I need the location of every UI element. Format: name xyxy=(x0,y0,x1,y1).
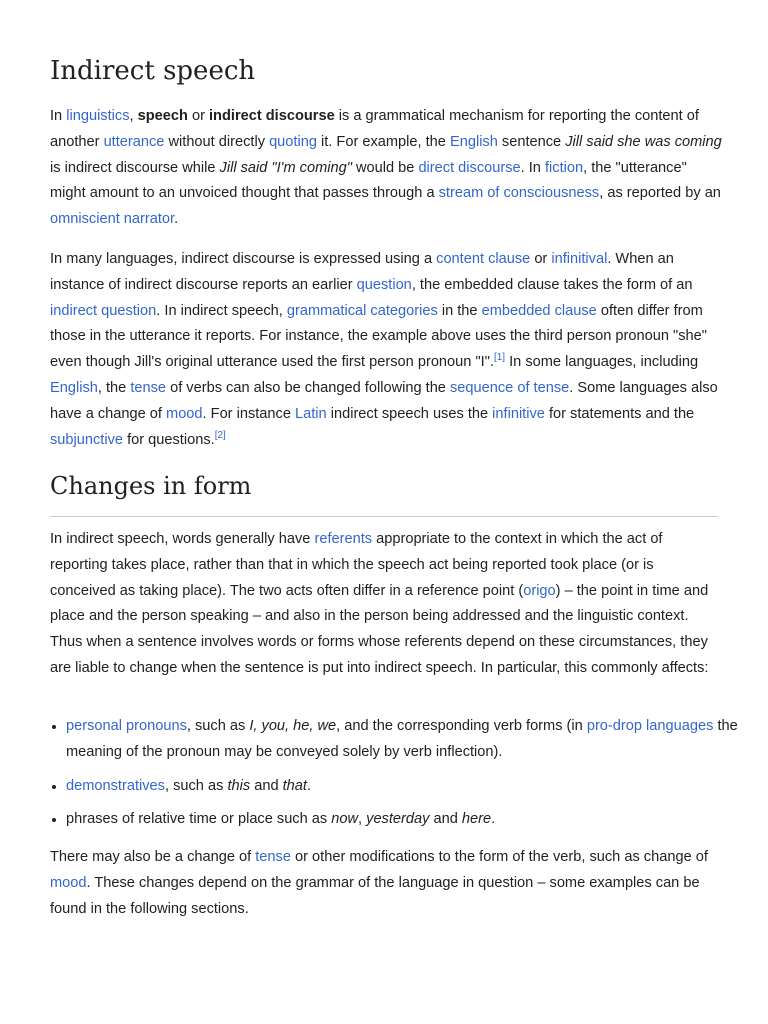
link-infinitive[interactable]: infinitive xyxy=(492,405,545,422)
link-sequence-of-tense[interactable]: sequence of tense xyxy=(449,379,570,396)
reference-2[interactable]: [2] xyxy=(214,429,226,441)
affected-forms-list xyxy=(50,714,738,841)
intro-paragraph: In linguistics, speech or indirect discourse is a grammatical mechanism for reporting the content of another utterance without directly quoting it. For example, the English sentence Jill said she was coming is indirect discourse while Jill said "I'm coming" would be direct discourse. In fiction, the "utterance" might amount to an unvoiced thought that passes through a stream of consciousness, as reported by an omniscient narrator. xyxy=(50,108,722,228)
link-referents[interactable]: referents xyxy=(314,531,373,547)
term-speech: speech xyxy=(137,108,188,124)
link-direct-discourse[interactable]: direct discourse xyxy=(418,159,521,176)
term-indirect-discourse: indirect discourse xyxy=(209,108,335,124)
verb-changes-paragraph: There may also be a change of tense or other modifications to the form of the verb, such as change of mood. These changes depend on the grammar of the language in question – some examples can be found in the following sections. xyxy=(50,849,708,917)
list-item-relative-time: • phrases of relative time or place such as now, yesterday and here. xyxy=(66,807,738,833)
page-title: Indirect speech xyxy=(50,56,256,86)
example-indirect: Jill said she was coming xyxy=(565,133,722,150)
link-fiction[interactable]: fiction xyxy=(544,159,584,176)
link-stream-of-consciousness[interactable]: stream of consciousness xyxy=(438,185,600,202)
link-linguistics[interactable]: linguistics xyxy=(66,108,130,124)
link-question[interactable]: question xyxy=(356,276,412,293)
link-quoting[interactable]: quoting xyxy=(269,133,317,150)
link-infinitival[interactable]: infinitival xyxy=(551,251,608,267)
list-item-demonstratives: • demonstratives, such as this and that. xyxy=(66,774,738,800)
link-omniscient-narrator[interactable]: omniscient narrator xyxy=(50,211,175,228)
example-direct: Jill said "I'm coming" xyxy=(219,159,352,176)
link-indirect-question[interactable]: indirect question xyxy=(50,302,157,319)
section-heading-changes-in-form: Changes in form xyxy=(50,472,252,500)
link-grammatical-categories[interactable]: grammatical categories xyxy=(286,302,438,319)
changes-paragraph: In indirect speech, words generally have referents appropriate to the context in which the act of reporting takes place, rather than that in which the speech act being reported took place (or is conceived as taking place). The two acts often differ in a reference point (origo) – the point in time and place and the person speaking – and also in the person being addressed and the linguistic context. Thus when a sentence involves words or forms whose referents depend on these circumstances, they are liable to change when the sentence is put into indirect speech. In particular, this commonly affects: xyxy=(50,531,709,676)
link-origo[interactable]: origo xyxy=(523,582,556,599)
link-mood-2[interactable]: mood xyxy=(50,874,87,891)
section-divider xyxy=(50,516,718,517)
list-item-personal-pronouns: • personal pronouns, such as I, you, he, we, and the corresponding verb forms (in pro-drop languages the meaning of the pronoun may be conveyed solely by verb inflection). xyxy=(66,714,738,766)
link-embedded-clause[interactable]: embedded clause xyxy=(481,302,597,319)
link-utterance[interactable]: utterance xyxy=(103,133,165,150)
link-english-2[interactable]: English xyxy=(50,379,98,396)
link-demonstratives[interactable]: demonstratives xyxy=(66,777,165,794)
link-tense-2[interactable]: tense xyxy=(255,849,291,865)
link-tense[interactable]: tense xyxy=(130,379,167,396)
link-personal-pronouns[interactable]: personal pronouns xyxy=(66,718,187,734)
link-english[interactable]: English xyxy=(449,133,498,150)
link-content-clause[interactable]: content clause xyxy=(436,251,531,267)
reference-1[interactable]: [1] xyxy=(493,352,506,364)
link-latin[interactable]: Latin xyxy=(295,405,327,422)
link-pro-drop-languages[interactable]: pro-drop languages xyxy=(586,718,714,734)
link-subjunctive[interactable]: subjunctive xyxy=(50,431,124,448)
link-mood[interactable]: mood xyxy=(166,405,203,422)
languages-paragraph: In many languages, indirect discourse is expressed using a content clause or infinitival. When an instance of indirect discourse reports an earlier question, the embedded clause takes the form of an indirect question. In indirect speech, grammatical categories in the embedded clause often differ from those in the utterance it reports. For instance, the example above uses the third person pronoun "she" even though Jill's original utterance used the first person pronoun "I".[1] In some languages, including English, the tense of verbs can also be changed following the sequence of tense. Some languages also have a change of mood. For instance Latin indirect speech uses the infinitive for statements and the subjunctive for questions.[2] xyxy=(50,251,718,448)
